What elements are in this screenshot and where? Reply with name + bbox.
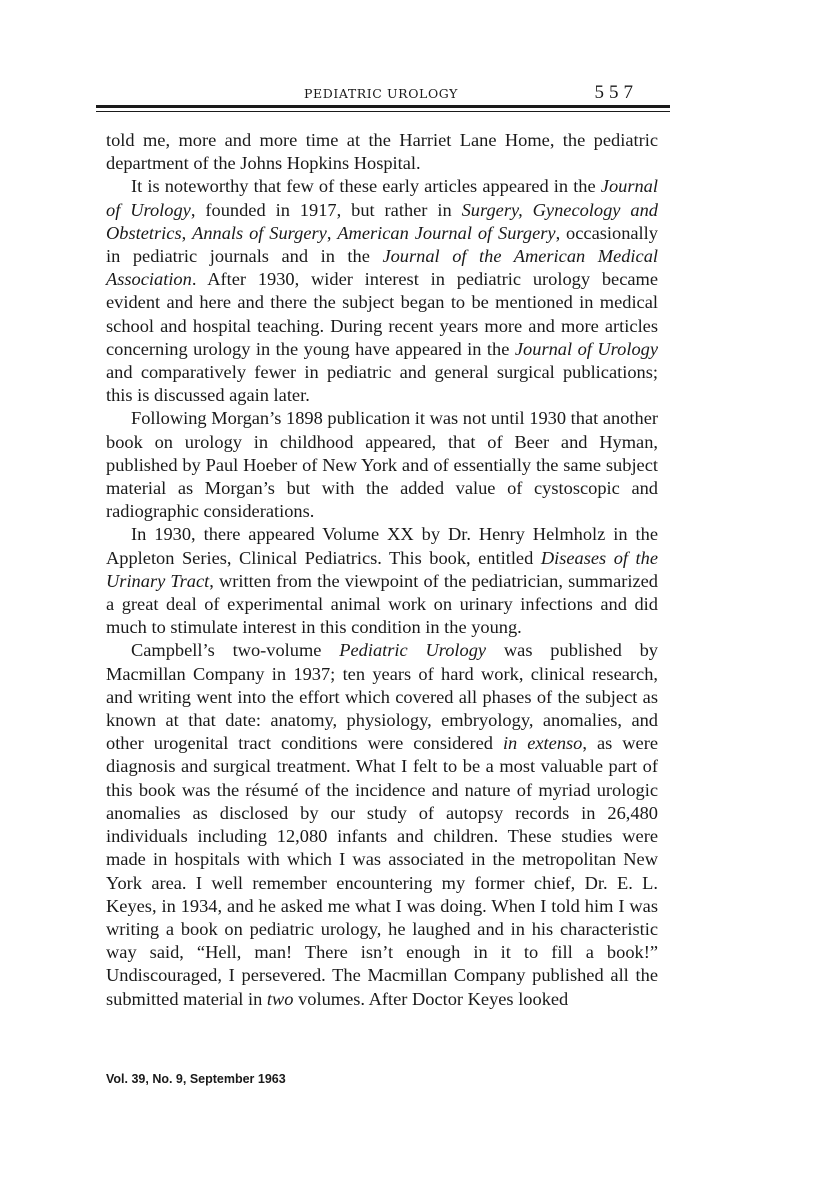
running-head bbox=[96, 82, 666, 104]
body-text bbox=[106, 129, 658, 1011]
text-run: was published by Macmillan Company in 1937; ten years of hard work, clinical research, and writing went into the effort which covered all phases of the subject as known at that date: anatomy, physiology, embryology, anomalies, and other urogenital tract conditions were considered bbox=[106, 640, 659, 754]
running-title: PEDIATRIC UROLOGY bbox=[303, 86, 459, 101]
italic-run: Diseases of the Urinary Tract bbox=[106, 547, 658, 591]
paragraph-2 bbox=[106, 175, 658, 407]
text-run: , bbox=[326, 222, 338, 243]
italic-run: Annals of Surgery bbox=[192, 222, 327, 243]
paragraph-4 bbox=[106, 523, 658, 639]
italic-run: Journal of Urology bbox=[514, 338, 658, 359]
header-rule-thick bbox=[96, 105, 670, 108]
italic-run: two bbox=[266, 988, 294, 1009]
italic-run: Journal of the American Medical Association bbox=[106, 246, 659, 290]
page-number: 557 bbox=[594, 82, 638, 103]
text-run: , as were diagnosis and surgical treatment. What I felt to be a most valuable part of this book was the résumé of the incidence and nature of myriad urologic anomalies as disclosed by our study of autopsy records in 26,480 individuals including 12,080 infants and children. These studies were made in hospitals with which I was associated in the metropolitan New York area. I well remember encountering my former chief, Dr. E. L. Keyes, in 1934, and he asked me what I was doing. When I told him I was writing a book on pediatric urology, he laughed and in his characteristic way said, “Hell, man! There isn’t enough in it to fill a book!” Undiscouraged, I persevered. The Macmillan Company published all the submitted material in bbox=[106, 733, 658, 1009]
text-run: Campbell’s two-volume bbox=[131, 640, 340, 661]
header-rule-thin bbox=[96, 111, 670, 112]
text-run: , bbox=[181, 222, 193, 243]
text-run: . After 1930, wider interest in pediatric urology became evident and here and there the subject began to be mentioned in medical school and hospital teaching. During recent years more and more articles concerning urology in the young have appeared in the bbox=[106, 269, 658, 359]
text-run: In 1930, there appeared Volume XX by Dr. Henry Helmholz in the Appleton Series, Clinical Pediatrics. This book, entitled bbox=[106, 524, 658, 568]
text-run: , occasionally in pediatric journals and in the bbox=[106, 222, 658, 267]
paragraph-3 bbox=[106, 407, 658, 523]
text-run: , founded in 1917, but rather in bbox=[190, 199, 462, 220]
text-run: Following Morgan’s 1898 publication it was not until 1930 that another book on urology in childhood appeared, that of Beer and Hyman, published by Paul Hoeber of New York and of essentially the same subject material as Morgan’s but with the added value of cystoscopic and radiographic considerations. bbox=[106, 408, 658, 522]
text-run: and comparatively fewer in pediatric and general surgical publications; this is discussed again later. bbox=[106, 362, 658, 406]
italic-run: Surgery, Gynecology and Obstetrics bbox=[106, 199, 658, 243]
paragraph-1 bbox=[106, 129, 658, 175]
paragraph-5 bbox=[106, 639, 658, 1010]
italic-run: Pediatric Urology bbox=[339, 640, 487, 661]
text-run: It is noteworthy that few of these early articles appeared in the bbox=[131, 176, 601, 197]
italic-run: Journal of Urology bbox=[106, 176, 658, 220]
italic-run: American Journal of Surgery bbox=[337, 222, 556, 243]
text-run: volumes. After Doctor Keyes looked bbox=[293, 988, 569, 1009]
text-run: told me, more and more time at the Harriet Lane Home, the pediatric department of the Johns Hopkins Hospital. bbox=[106, 130, 658, 174]
italic-run: in extenso bbox=[502, 733, 583, 754]
footer-citation: Vol. 39, No. 9, September 1963 bbox=[106, 1072, 286, 1086]
text-run: , written from the viewpoint of the pediatrician, summarized a great deal of experimental animal work on urinary infections and did much to stimulate interest in this condition in the young. bbox=[106, 570, 658, 638]
